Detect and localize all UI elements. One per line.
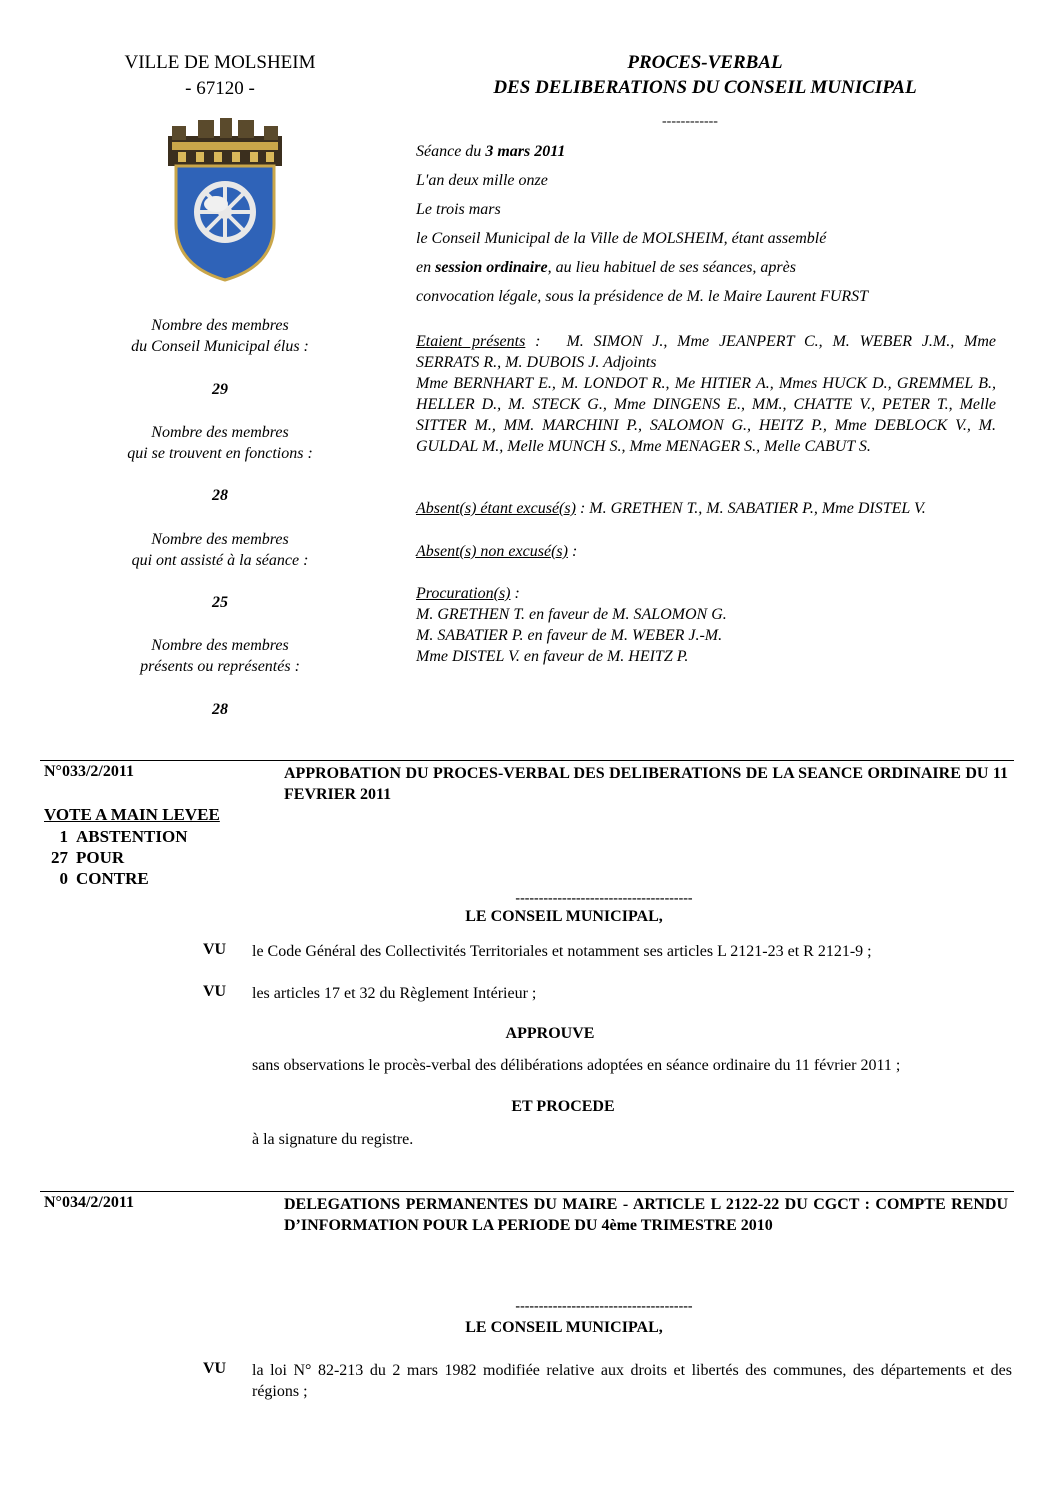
present-members: Etaient présents : M. SIMON J., Mme JEANPERT C., M. WEBER J.M., Mme SERRATS R., M. DUBOIS J. Adjoints — [416, 333, 996, 371]
vu-text-2: les articles 17 et 32 du Règlement Intérieur ; — [252, 985, 537, 1002]
seance-block: Séance du 3 mars 2011 L'an deux mille onze Le trois mars le Conseil Municipal de la Ville de MOLSHEIM, étant assemblé en session ordinaire, au lieu habituel de ses séances, après convocation légale, sous la présidence de M. le Maire Laurent FURST — [416, 143, 869, 305]
approve-heading: APPROUVE — [505, 1025, 595, 1042]
vu-label-1: VU — [203, 941, 227, 958]
procede-heading: ET PROCEDE — [511, 1098, 615, 1115]
doc-title-2: DES DELIBERATIONS DU CONSEIL MUNICIPAL — [493, 77, 917, 98]
stat-assiste-value: 25 — [212, 594, 228, 611]
council-heading-1: LE CONSEIL MUNICIPAL, — [465, 908, 663, 925]
vote-results: 1 ABSTENTION 27 POUR 0 CONTRE — [51, 827, 188, 888]
proxies: Procuration(s) : M. GRETHEN T. en faveur de M. SALOMON G. M. SABATIER P. en faveur de M. WEBER J.-M. Mme DISTEL V. en faveur de M. HEITZ P. — [416, 585, 727, 665]
council-heading-2: LE CONSEIL MUNICIPAL, — [465, 1319, 663, 1336]
vote-title: VOTE A MAIN LEVEE — [44, 805, 220, 824]
stat-fonctions-label: Nombre des membres qui se trouvent en fonctions : — [127, 424, 313, 462]
stat-representes-value: 28 — [212, 701, 228, 718]
stat-assiste-label: Nombre des membres qui ont assisté à la séance : — [131, 531, 309, 569]
approve-text: sans observations le procès-verbal des délibérations adoptées en séance ordinaire du 11 février 2011 ; — [252, 1057, 901, 1074]
postcode: - 67120 - — [185, 78, 255, 99]
vu-label-3: VU — [203, 1360, 227, 1377]
stat-fonctions-value: 28 — [212, 487, 228, 504]
stat-representes-label: Nombre des membres présents ou représentés : — [140, 637, 300, 675]
section-divider-2 — [40, 1191, 1014, 1192]
vu-text-1: le Code Général des Collectivités Territoriales et notamment ses articles L 2121-23 et R 2121-9 ; — [252, 943, 872, 960]
present-members-2: Mme BERNHART E., M. LONDOT R., Me HITIER A., Mmes HUCK D., GREMMEL B., HELLER D., M. STECK G., Mme DINGENS E., MM., CHATTE V., PETER T., Melle SITTER M., MM. MARCHINI P., SALOMON G., HEITZ P., Mme DEBLOCK V., M. GULDAL M., Melle MUNCH S., Mme MENAGER S., Melle CABUT S. — [416, 375, 996, 455]
section-1-title: APPROBATION DU PROCES-VERBAL DES DELIBERATIONS DE LA SEANCE ORDINAIRE DU 11 FEVRIER 2011 — [284, 765, 1008, 803]
doc-title-1: PROCES-VERBAL — [627, 52, 783, 73]
section-2-number: N°034/2/2011 — [44, 1194, 134, 1211]
council-divider-1: -------------------------------------- — [515, 891, 693, 906]
stat-elus-value: 29 — [212, 381, 228, 398]
procede-text: à la signature du registre. — [252, 1131, 414, 1148]
city-name: VILLE DE MOLSHEIM — [124, 52, 316, 73]
title-divider: ------------ — [662, 114, 718, 129]
excused-members: Absent(s) étant excusé(s) : M. GRETHEN T., M. SABATIER P., Mme DISTEL V. — [416, 500, 926, 517]
council-divider-2: -------------------------------------- — [515, 1299, 693, 1314]
section-2-title: DELEGATIONS PERMANENTES DU MAIRE - ARTICLE L 2122-22 DU CGCT : COMPTE RENDU D’INFORMATION POUR LA PERIODE DU 4ème TRIMESTRE 2010 — [284, 1196, 1008, 1234]
section-1-number: N°033/2/2011 — [44, 763, 134, 780]
section-divider-1 — [40, 760, 1014, 761]
molsheim-coat-of-arms-icon — [162, 116, 288, 282]
vu-text-3: la loi N° 82-213 du 2 mars 1982 modifiée relative aux droits et libertés des communes, des départements et des régions ; — [252, 1362, 1012, 1400]
stat-elus-label: Nombre des membres du Conseil Municipal élus : — [131, 317, 309, 355]
unexcused-members: Absent(s) non excusé(s) : — [416, 543, 578, 560]
vu-label-2: VU — [203, 983, 227, 1000]
